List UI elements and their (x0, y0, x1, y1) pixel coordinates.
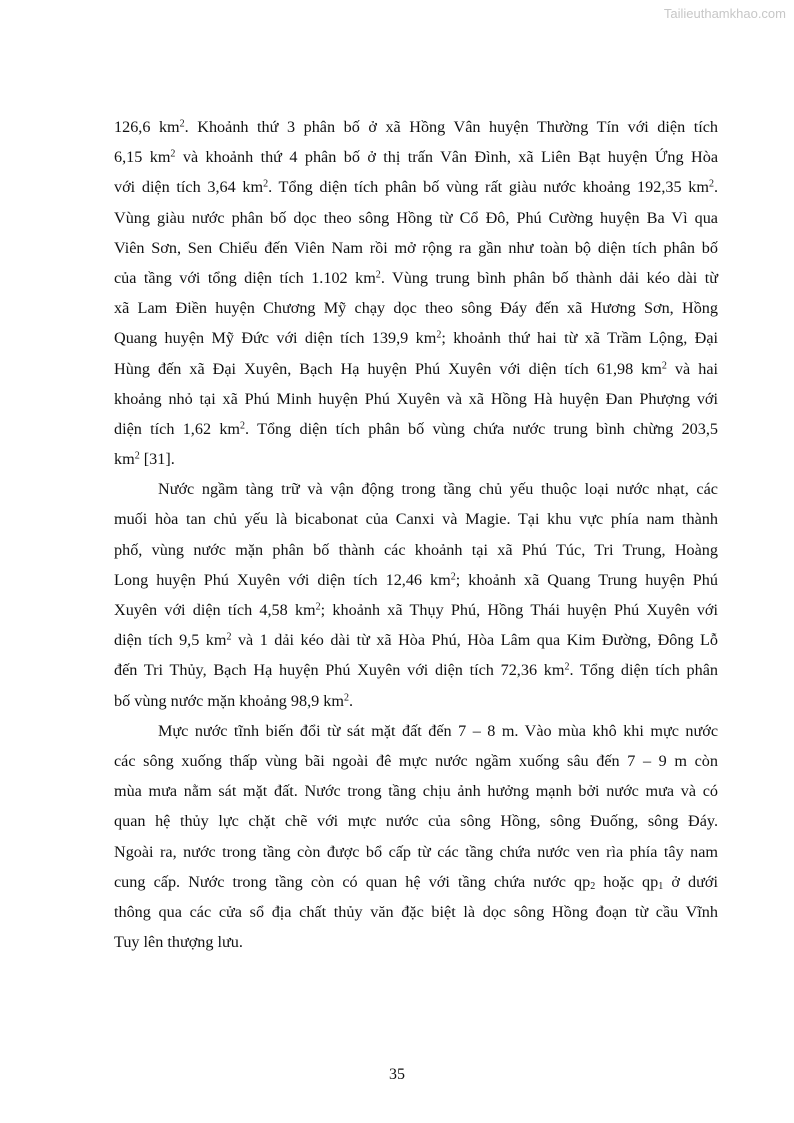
text-line: diện tích 9,5 $km^2$ và 1 dải kéo dài từ xã Hòa Phú, Hòa Lâm qua Kim Đường, Đông Lỗ (114, 631, 719, 650)
text-line: Hùng đến xã Đại Xuyên, Bạch Hạ huyện Phú Xuyên với diện tích 61,98 $km^2$ và hai (114, 359, 718, 378)
watermark: Tailieuthamkhao.com (663, 6, 786, 21)
text-line: xã Lam Điền huyện Chương Mỹ chạy dọc theo sông Đáy đến xã Hương Sơn, Hồng (114, 299, 718, 318)
text-line: thông qua các cửa sổ địa chất thủy văn đặc biệt là dọc sông Hồng đoạn từ cầu Vĩnh (114, 902, 718, 921)
text-line: cung cấp. Nước trong tầng còn có quan hệ với tầng chứa nước $qp_2$ hoặc $qp_1$ ở dưới (114, 872, 718, 892)
text-line: Quang huyện Mỹ Đức với diện tích 139,9 $km^2$; khoảnh thứ hai từ xã Trầm Lộng, Đại (114, 329, 718, 348)
text-line: Long huyện Phú Xuyên với diện tích 12,46 $km^2$; khoảnh xã Quang Trung huyện Phú (114, 570, 718, 589)
text-line: các sông xuống thấp vùng bãi ngoài đê mực nước ngầm xuống sâu đến 7 – 9 m còn (114, 751, 718, 770)
text-line: bố vùng nước mặn khoảng 98,9 $km^2$. (114, 691, 354, 710)
text-line: Viên Sơn, Sen Chiểu đến Viên Nam rồi mở rộng ra gần như toàn bộ diện tích phân bố (114, 238, 718, 257)
text-line: phố, vùng nước mặn phân bố thành các khoảnh tại xã Phú Túc, Tri Trung, Hoàng (114, 540, 718, 559)
text-line: Ngoài ra, nước trong tầng còn được bổ cấp từ các tầng chứa nước ven rìa phía tây nam (114, 842, 718, 861)
text-line: muối hòa tan chủ yếu là bicabonat của Canxi và Magie. Tại khu vực phía nam thành (114, 510, 718, 529)
text-line: quan hệ thủy lực chặt chẽ với mực nước của sông Hồng, sông Đuống, sông Đáy. (114, 812, 718, 831)
text-line: Nước ngầm tàng trữ và vận động trong tầng chủ yếu thuộc loại nước nhạt, các (158, 480, 718, 499)
text-line: với diện tích 3,64 $km^2$. Tổng diện tích phân bố vùng rất giàu nước khoảng 192,35 $km^2$. (114, 178, 718, 197)
text-line: đến Tri Thủy, Bạch Hạ huyện Phú Xuyên với diện tích 72,36 $km^2$. Tổng diện tích phân (114, 661, 718, 680)
text-line: 126,6 $km^2$. Khoảnh thứ 3 phân bố ở xã Hồng Vân huyện Thường Tín với diện tích (114, 118, 718, 136)
text-line: của tầng với tổng diện tích 1.102 $km^2$. Vùng trung bình phân bố thành dải kéo dài từ (114, 268, 718, 287)
text-line: khoảng nhỏ tại xã Phú Minh huyện Phú Xuyên và xã Hồng Hà huyện Đan Phượng với (114, 389, 718, 408)
text-line: 6,15 $km^2$ và khoảnh thứ 4 phân bố ở thị trấn Vân Đình, xã Liên Bạt huyện Ứng Hòa (114, 148, 718, 167)
text-line: Mực nước tĩnh biến đổi từ sát mặt đất đến 7 – 8 m. Vào mùa khô khi mực nước (158, 721, 718, 740)
text-line: mùa mưa nằm sát mặt đất. Nước trong tầng chịu ảnh hưởng mạnh bởi nước mưa và có (114, 782, 718, 801)
text-line: Tuy lên thượng lưu. (114, 933, 243, 952)
text-line: $km^2$ [31]. (114, 450, 175, 469)
text-line: Vùng giàu nước phân bố dọc theo sông Hồng từ Cổ Đô, Phú Cường huyện Ba Vì qua (114, 208, 718, 227)
body-text (114, 112, 718, 957)
text-line: diện tích 1,62 $km^2$. Tổng diện tích phân bố vùng chứa nước trung bình chừng 203,5 (114, 419, 718, 438)
page-number: 35 (389, 1066, 405, 1083)
text-line: Xuyên với diện tích 4,58 $km^2$; khoảnh xã Thụy Phú, Hồng Thái huyện Phú Xuyên với (114, 601, 718, 619)
